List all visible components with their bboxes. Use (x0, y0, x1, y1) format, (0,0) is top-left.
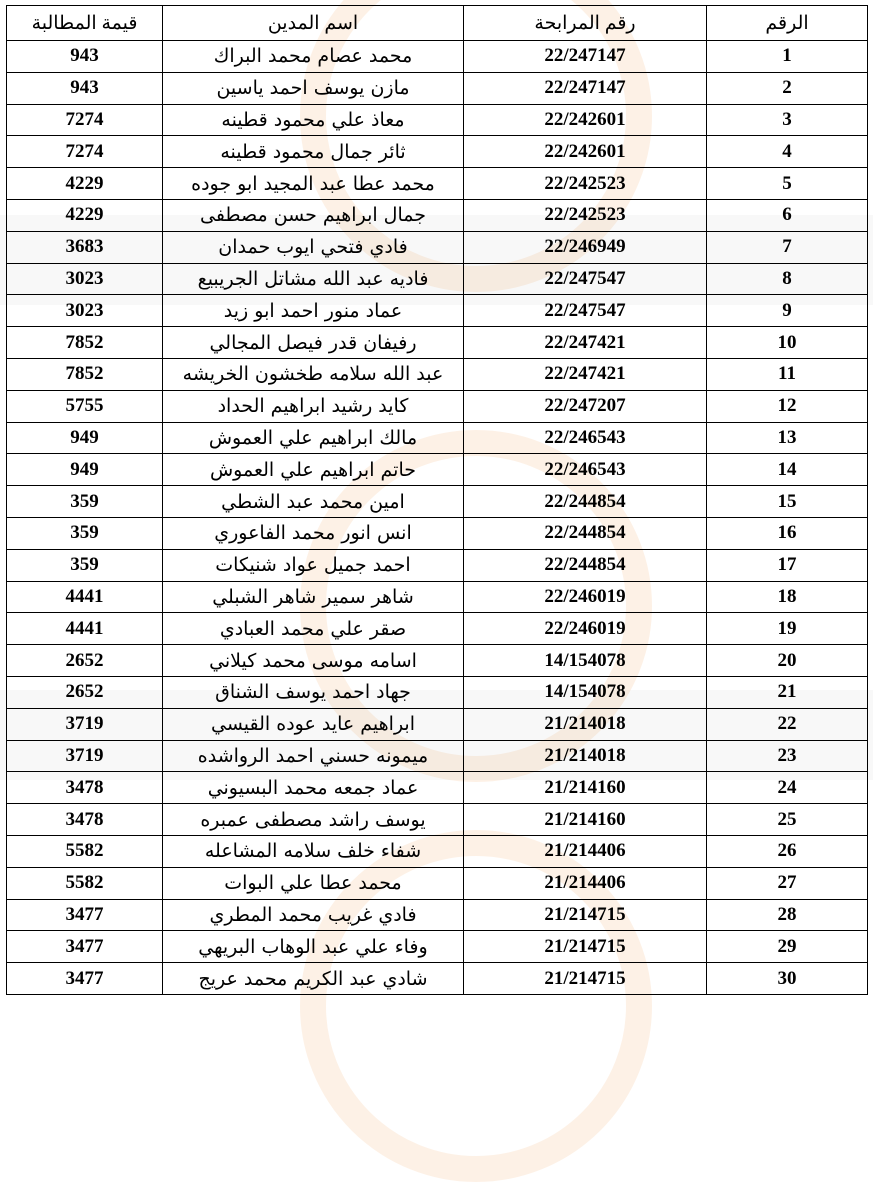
debtor-name-cell: محمد عصام محمد البراك (163, 41, 464, 73)
debtor-name-cell: عماد جمعه محمد البسيوني (163, 772, 464, 804)
claim-value-cell: 2652 (7, 645, 163, 677)
debtor-name-cell: محمد عطا علي البوات (163, 867, 464, 899)
table-row (7, 804, 868, 836)
claim-value-cell: 2652 (7, 676, 163, 708)
debtor-name-cell: كايد رشيد ابراهيم الحداد (163, 390, 464, 422)
table-row (7, 41, 868, 73)
row-number-cell: 11 (707, 358, 868, 390)
claim-value-cell: 949 (7, 454, 163, 486)
row-number-cell: 18 (707, 581, 868, 613)
row-number-cell: 16 (707, 517, 868, 549)
case-number-cell: 22/246019 (464, 613, 707, 645)
case-number-cell: 22/247147 (464, 41, 707, 73)
debtor-name-cell: مالك ابراهيم علي العموش (163, 422, 464, 454)
row-number-cell: 26 (707, 835, 868, 867)
debtor-name-cell: انس انور محمد الفاعوري (163, 517, 464, 549)
table-row (7, 963, 868, 995)
row-number-cell: 2 (707, 72, 868, 104)
case-number-cell: 22/242601 (464, 136, 707, 168)
case-number-cell: 21/214715 (464, 963, 707, 995)
table-row (7, 104, 868, 136)
debtor-name-cell: عماد منور احمد ابو زيد (163, 295, 464, 327)
case-number-cell: 21/214406 (464, 835, 707, 867)
row-number-cell: 1 (707, 41, 868, 73)
header-debtor-name: اسم المدين (163, 6, 464, 41)
claim-value-cell: 359 (7, 517, 163, 549)
debtor-name-cell: فادي فتحي ايوب حمدان (163, 231, 464, 263)
row-number-cell: 9 (707, 295, 868, 327)
case-number-cell: 21/214018 (464, 708, 707, 740)
claim-value-cell: 4441 (7, 613, 163, 645)
claim-value-cell: 5582 (7, 867, 163, 899)
row-number-cell: 19 (707, 613, 868, 645)
table-row (7, 549, 868, 581)
row-number-cell: 6 (707, 199, 868, 231)
case-number-cell: 22/242523 (464, 199, 707, 231)
claim-value-cell: 3478 (7, 804, 163, 836)
claim-value-cell: 5755 (7, 390, 163, 422)
debtor-name-cell: شادي عبد الكريم محمد عريج (163, 963, 464, 995)
case-number-cell: 22/247207 (464, 390, 707, 422)
debtor-name-cell: فادي غريب محمد المطري (163, 899, 464, 931)
table-row (7, 390, 868, 422)
claim-value-cell: 4441 (7, 581, 163, 613)
debtor-name-cell: اسامه موسى محمد كيلاني (163, 645, 464, 677)
table-row (7, 581, 868, 613)
table-row (7, 231, 868, 263)
case-number-cell: 22/242601 (464, 104, 707, 136)
case-number-cell: 22/246543 (464, 454, 707, 486)
debtor-name-cell: امين محمد عبد الشطي (163, 486, 464, 518)
claim-value-cell: 3719 (7, 740, 163, 772)
case-number-cell: 14/154078 (464, 676, 707, 708)
row-number-cell: 10 (707, 327, 868, 359)
row-number-cell: 29 (707, 931, 868, 963)
table-row (7, 772, 868, 804)
debtor-name-cell: احمد جميل عواد شنيكات (163, 549, 464, 581)
case-number-cell: 14/154078 (464, 645, 707, 677)
header-number: الرقم (707, 6, 868, 41)
case-number-cell: 21/214160 (464, 772, 707, 804)
claims-table (6, 5, 868, 995)
claim-value-cell: 3477 (7, 963, 163, 995)
row-number-cell: 14 (707, 454, 868, 486)
claim-value-cell: 3023 (7, 295, 163, 327)
claim-value-cell: 7274 (7, 104, 163, 136)
case-number-cell: 21/214406 (464, 867, 707, 899)
claim-value-cell: 3023 (7, 263, 163, 295)
debtor-name-cell: جهاد احمد يوسف الشناق (163, 676, 464, 708)
debtor-name-cell: صقر علي محمد العبادي (163, 613, 464, 645)
debtor-name-cell: محمد عطا عبد المجيد ابو جوده (163, 168, 464, 200)
table-row (7, 613, 868, 645)
table-row (7, 295, 868, 327)
row-number-cell: 4 (707, 136, 868, 168)
table-row (7, 199, 868, 231)
claim-value-cell: 7852 (7, 327, 163, 359)
table-row (7, 422, 868, 454)
row-number-cell: 7 (707, 231, 868, 263)
table-row (7, 835, 868, 867)
table-row (7, 263, 868, 295)
claim-value-cell: 4229 (7, 168, 163, 200)
debtor-name-cell: جمال ابراهيم حسن مصطفى (163, 199, 464, 231)
row-number-cell: 24 (707, 772, 868, 804)
table-row (7, 899, 868, 931)
debtor-name-cell: ثائر جمال محمود قطينه (163, 136, 464, 168)
table-row (7, 867, 868, 899)
table-row (7, 708, 868, 740)
claim-value-cell: 359 (7, 486, 163, 518)
claim-value-cell: 943 (7, 72, 163, 104)
case-number-cell: 21/214715 (464, 899, 707, 931)
row-number-cell: 5 (707, 168, 868, 200)
case-number-cell: 21/214018 (464, 740, 707, 772)
case-number-cell: 22/242523 (464, 168, 707, 200)
row-number-cell: 20 (707, 645, 868, 677)
table-row (7, 931, 868, 963)
row-number-cell: 22 (707, 708, 868, 740)
debtor-name-cell: عبد الله سلامه طخشون الخريشه (163, 358, 464, 390)
debtor-name-cell: فاديه عبد الله مشاتل الجريبيع (163, 263, 464, 295)
claim-value-cell: 3719 (7, 708, 163, 740)
claim-value-cell: 943 (7, 41, 163, 73)
case-number-cell: 22/247421 (464, 327, 707, 359)
case-number-cell: 22/246543 (464, 422, 707, 454)
table-row (7, 327, 868, 359)
row-number-cell: 8 (707, 263, 868, 295)
table-row (7, 645, 868, 677)
case-number-cell: 22/246949 (464, 231, 707, 263)
debtor-name-cell: شفاء خلف سلامه المشاعله (163, 835, 464, 867)
case-number-cell: 22/244854 (464, 517, 707, 549)
debtor-name-cell: رفيفان قدر فيصل المجالي (163, 327, 464, 359)
debtor-name-cell: ابراهيم عايد عوده القيسي (163, 708, 464, 740)
row-number-cell: 15 (707, 486, 868, 518)
row-number-cell: 28 (707, 899, 868, 931)
case-number-cell: 22/244854 (464, 486, 707, 518)
row-number-cell: 30 (707, 963, 868, 995)
table-row (7, 740, 868, 772)
debtor-name-cell: شاهر سمير شاهر الشبلي (163, 581, 464, 613)
header-claim-value: قيمة المطالبة (7, 6, 163, 41)
table-row (7, 168, 868, 200)
table-row (7, 676, 868, 708)
claim-value-cell: 4229 (7, 199, 163, 231)
debtor-name-cell: ميمونه حسني احمد الرواشده (163, 740, 464, 772)
claim-value-cell: 3683 (7, 231, 163, 263)
case-number-cell: 22/246019 (464, 581, 707, 613)
debtor-name-cell: وفاء علي عبد الوهاب البريهي (163, 931, 464, 963)
header-case-number: رقم المرابحة (464, 6, 707, 41)
claim-value-cell: 3477 (7, 931, 163, 963)
claim-value-cell: 359 (7, 549, 163, 581)
case-number-cell: 22/247547 (464, 295, 707, 327)
debtor-name-cell: مازن يوسف احمد ياسين (163, 72, 464, 104)
table-row (7, 136, 868, 168)
row-number-cell: 25 (707, 804, 868, 836)
row-number-cell: 3 (707, 104, 868, 136)
row-number-cell: 23 (707, 740, 868, 772)
debtor-name-cell: يوسف راشد مصطفى عمبره (163, 804, 464, 836)
claim-value-cell: 7852 (7, 358, 163, 390)
case-number-cell: 22/247547 (464, 263, 707, 295)
claim-value-cell: 5582 (7, 835, 163, 867)
debtor-name-cell: حاتم ابراهيم علي العموش (163, 454, 464, 486)
claim-value-cell: 7274 (7, 136, 163, 168)
table-row (7, 358, 868, 390)
debtor-name-cell: معاذ علي محمود قطينه (163, 104, 464, 136)
case-number-cell: 22/247421 (464, 358, 707, 390)
row-number-cell: 13 (707, 422, 868, 454)
row-number-cell: 12 (707, 390, 868, 422)
table-row (7, 517, 868, 549)
table-row (7, 486, 868, 518)
claim-value-cell: 3477 (7, 899, 163, 931)
table-row (7, 454, 868, 486)
case-number-cell: 22/244854 (464, 549, 707, 581)
claim-value-cell: 949 (7, 422, 163, 454)
row-number-cell: 27 (707, 867, 868, 899)
row-number-cell: 17 (707, 549, 868, 581)
claim-value-cell: 3478 (7, 772, 163, 804)
table-body (7, 41, 868, 995)
case-number-cell: 22/247147 (464, 72, 707, 104)
case-number-cell: 21/214715 (464, 931, 707, 963)
case-number-cell: 21/214160 (464, 804, 707, 836)
row-number-cell: 21 (707, 676, 868, 708)
table-header-row (7, 6, 868, 41)
table-row (7, 72, 868, 104)
